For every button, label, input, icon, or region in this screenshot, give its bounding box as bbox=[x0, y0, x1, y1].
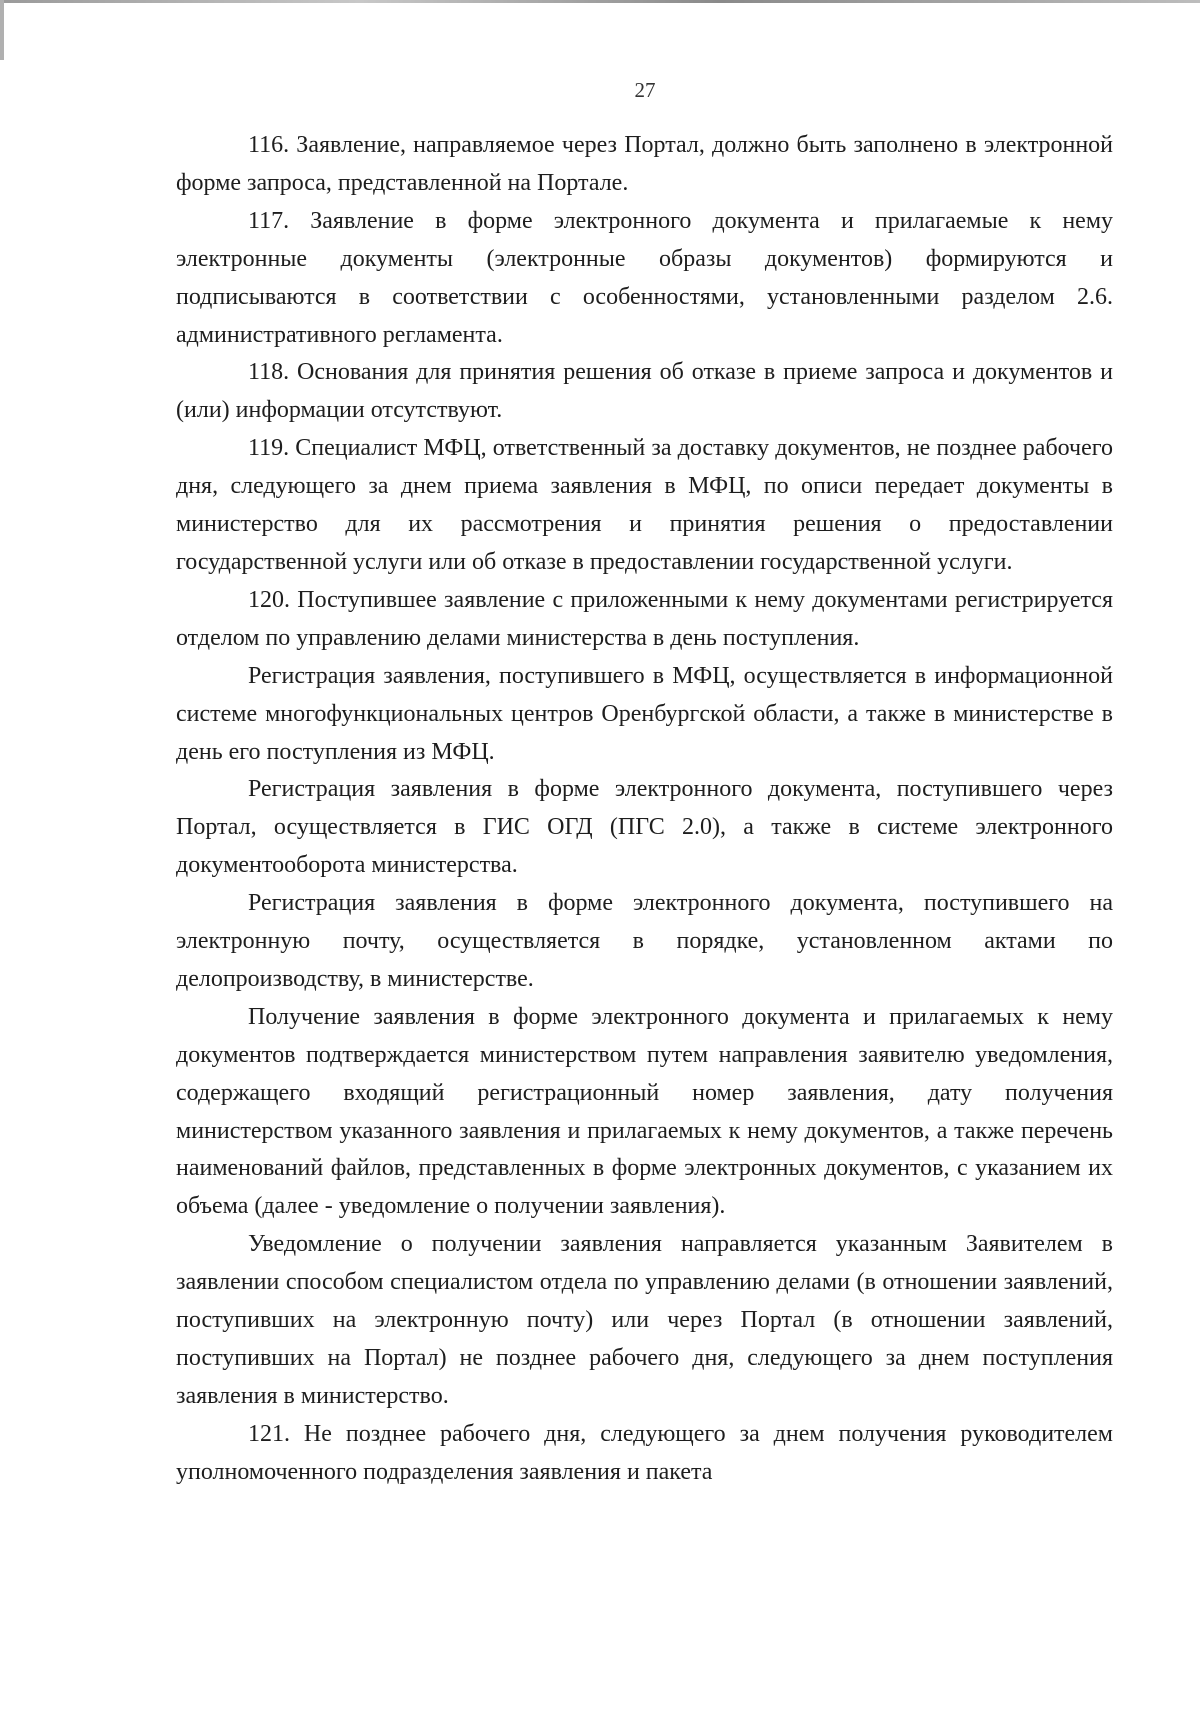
paragraph-119: 119. Специалист МФЦ, ответственный за доставку документов, не позднее рабочего дня, следующего за днем приема заявления в МФЦ, по описи передает документы в министерство для их рассмотрения и принятия решения о предоставлении государственной услуги или об отказе в предоставлении государственной услуги. bbox=[176, 435, 1113, 575]
page-number: 27 bbox=[634, 78, 656, 102]
paragraph-registration-email: Регистрация заявления в форме электронного документа, поступившего на электронную почту, осуществляется в порядке, установленном актами по делопроизводству, в министерстве. bbox=[176, 890, 1113, 992]
paragraph-registration-mfc: Регистрация заявления, поступившего в МФЦ, осуществляется в информационной системе многофункциональных центров Оренбургской области, а также в министерстве в день его поступления из МФЦ. bbox=[176, 662, 1113, 765]
paragraph-116: 116. Заявление, направляемое через Портал, должно быть заполнено в электронной форме запроса, представленной на Портале. bbox=[176, 132, 1113, 196]
paragraph-121: 121. Не позднее рабочего дня, следующего за днем получения руководителем уполномоченного подразделения заявления и пакета bbox=[176, 1420, 1113, 1485]
paragraph-117: 117. Заявление в форме электронного документа и прилагаемые к нему электронные документы (электронные образы документов) формируются и подписываются в соответствии с особенностями, установленными разделом 2.6. административного регламента. bbox=[176, 207, 1113, 348]
paragraph-receipt-confirmation: Получение заявления в форме электронного документа и прилагаемых к нему документов подтверждается министерством путем направления заявителю уведомления, содержащего входящий регистрационный номер заявления, дату получения министерством указанного заявления и прилагаемых к нему документов, а также перечень наименований файлов, представленных в форме электронных документов, с указанием их объема (далее - уведомление о получении заявления). bbox=[176, 1003, 1113, 1220]
scan-edge-left bbox=[0, 0, 4, 60]
document-body bbox=[176, 127, 1113, 1492]
scan-edge-top bbox=[0, 0, 1200, 3]
paragraph-118: 118. Основания для принятия решения об отказе в приеме запроса и документов и (или) информации отсутствуют. bbox=[176, 359, 1113, 424]
paragraph-notification: Уведомление о получении заявления направляется указанным Заявителем в заявлении способом специалистом отдела по управлению делами (в отношении заявлений, поступивших на электронную почту) или через Портал (в отношении заявлений, поступивших на Портал) не позднее рабочего дня, следующего за днем поступления заявления в министерство. bbox=[176, 1231, 1113, 1409]
paragraph-registration-portal: Регистрация заявления в форме электронного документа, поступившего через Портал, осуществляется в ГИС ОГД (ПГС 2.0), а также в системе электронного документооборота министерства. bbox=[176, 776, 1113, 879]
paragraph-120: 120. Поступившее заявление с приложенными к нему документами регистрируется отделом по управлению делами министерства в день поступления. bbox=[176, 586, 1113, 651]
